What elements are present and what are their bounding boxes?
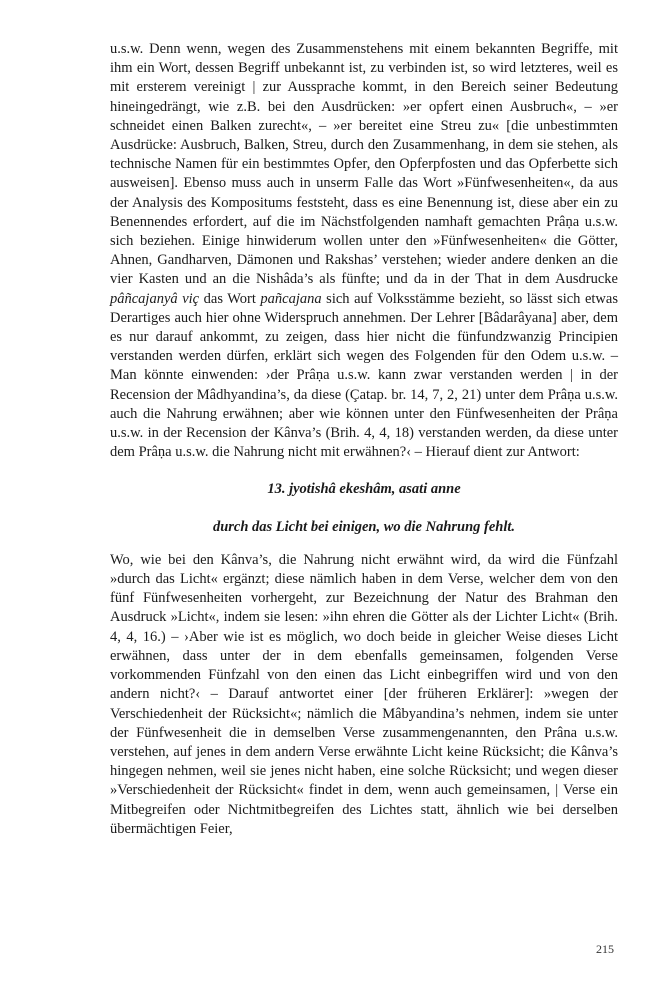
paragraph-1-text-b: das Wort	[199, 290, 261, 307]
sutra-translation: durch das Licht bei einigen, wo die Nahrung fehlt.	[212, 518, 516, 535]
page-number: 215	[596, 942, 614, 956]
paragraph-1	[110, 40, 618, 462]
sanskrit-term-pancajanya: pâñcajanyâ viç	[110, 290, 200, 307]
page-body	[110, 40, 618, 839]
paragraph-1-text-c: sich auf Volksstämme bezieht, so lässt sich etwas Derartiges auch hier ohne Widerspruch annehmen. Der Lehrer [Bâdarâyana] aber, dem es nur darauf ankommt, zu zeigen, dass hier nicht die fünfundzwanzig Principien verstanden werden dürfen, erklärt sich wegen des Folgenden für den Odem u.s.w. – Man könnte einwenden: ›der Prâṇa u.s.w. kann zwar verstanden werden | in der Recension der Mâdhyandina’s, da diese (Çatap. br. 14, 7, 2, 21) unter dem Prâṇa u.s.w. auch die Nahrung erwähnen; aber wie können unter den Fünfwesenheiten der Prâṇa u.s.w. in der Recension der Kânva’s (Brih. 4, 4, 18) verstanden werden, da diese unter dem Prâṇa u.s.w. die Nahrung nicht mit erwähnen?‹ – Hierauf dient zur Antwort:	[110, 290, 618, 461]
paragraph-2: Wo, wie bei den Kânva’s, die Nahrung nicht erwähnt wird, da wird die Fünfzahl »durch das Licht« ergänzt; diese nämlich haben in dem Verse, welcher dem von den fünf Fünfwesenheiten vorhergeht, zur Bezeichnung der Natur des Brahman den Ausdruck »Licht«, indem sie lesen: »ihn ehren die Götter als der Lichter Licht« (Brih. 4, 4, 16.) – ›Aber wie ist es möglich, wo doch beide in gleicher Weise dieses Licht erwähnen, dass unter der in dem ebenfalls gemeinsamen, folgenden Verse vorkommenden Fünfzahl von den einen das Licht einbegriffen wird und von den andern nicht?‹ – Darauf antwortet einer [der früheren Erklärer]: »wegen der Verschiedenheit der Rücksicht«; nämlich die Mâbyandina’s nehmen, indem sie unter der Fünfwesenheit die in demselben Verse zusammengenannten, den Prâna u.s.w. verstehen, auf jenes in dem andern Verse erwähnte Licht keine Rücksicht; die Kânva’s hingegen nehmen, weil sie jenes nicht haben, eine solche Rücksicht; und wegen dieser »Verschiedenheit der Rücksicht« findet in dem, wenn auch gemeinsamen, | Verse ein Mitbegreifen oder Nichtmitbegreifen des Lichtes statt, ähnlich wie bei derselben übermächtigen Feier,	[110, 551, 618, 837]
sutra-heading: 13. jyotishâ ekeshâm, asati anne	[267, 481, 461, 498]
paragraph-1-text-a: u.s.w. Denn wenn, wegen des Zusammenstehens mit einem bekannten Begriffe, mit ihm ein Wort, dessen Begriff unbekannt ist, zu verbinden ist, so wird letzteres, weil es mit ersterem vereinigt | zur Aussprache kommt, in den Bereich seiner Bedeutung hineingedrängt, wie z.B. bei den Ausdrücken: »er opfert einen Ausbruch«, – »er schneidet einen Balken zurecht«, – »er bereitet eine Streu zu« [die unbestimmten Ausdrücke: Ausbruch, Balken, Streu, durch den Zusammenhang, in dem sie stehen, als technische Namen für ein bestimmtes Opfer, den Opferpfosten und das Opferbette sich ausweisen]. Ebenso muss auch in unserm Falle das Wort »Fünfwesenheiten«, da aus der Analysis des Kompositums feststeht, dass es eine Benennung ist, diese aber ein zu Benennendes erfordert, auf die im Nächstfolgenden namhaft gemachten Prâṇa u.s.w. sich beziehen. Einige hinwiderum wollen unter den »Fünfwesenheiten« die Götter, Ahnen, Gandharven, Dämonen und Rakshas’ verstehen; wieder andere denken an die vier Kasten und an die Nishâda’s als fünfte; und da in der That in dem Ausdrucke	[110, 41, 618, 288]
sanskrit-term-pancajana: pañcajana	[260, 290, 322, 307]
